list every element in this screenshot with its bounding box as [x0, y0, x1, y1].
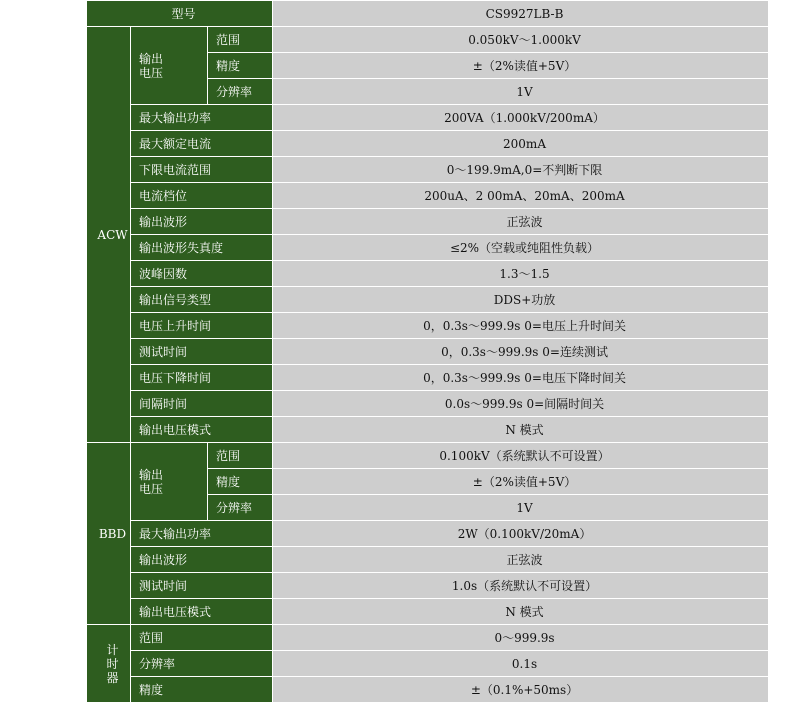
- row-value: 1V: [273, 495, 769, 521]
- table-row: [87, 27, 769, 53]
- row-label: 最大输出功率: [131, 105, 273, 131]
- row-value: 0，0.3s～999.9s 0=电压下降时间关: [273, 365, 769, 391]
- row-label: 输出波形: [131, 547, 273, 573]
- row-label: 间隔时间: [131, 391, 273, 417]
- category-bbd: BBD: [87, 443, 131, 625]
- row-label: 范围: [208, 27, 273, 53]
- row-label: 下限电流范围: [131, 157, 273, 183]
- timer-char-1: 计: [106, 642, 119, 657]
- row-value: N 模式: [273, 599, 769, 625]
- table-row: [87, 443, 769, 469]
- category-timer: [87, 625, 131, 703]
- table-row: [87, 1, 769, 27]
- table-row: [87, 599, 769, 625]
- table-row: [87, 235, 769, 261]
- bbd-voltage-group-line1: 输出: [139, 467, 164, 482]
- table-row: [87, 365, 769, 391]
- bbd-voltage-group-line2: 电压: [139, 481, 164, 496]
- row-label: 测试时间: [131, 573, 273, 599]
- row-label: 最大额定电流: [131, 131, 273, 157]
- category-acw: ACW: [87, 27, 131, 443]
- table-row: [87, 157, 769, 183]
- row-value: 200VA（1.000kV/200mA）: [273, 105, 769, 131]
- row-value: 0.0s～999.9s 0=间隔时间关: [273, 391, 769, 417]
- row-label: 输出波形: [131, 209, 273, 235]
- row-label: 波峰因数: [131, 261, 273, 287]
- row-value: 正弦波: [273, 209, 769, 235]
- table-row: [87, 105, 769, 131]
- table-row: [87, 131, 769, 157]
- row-label: 电压下降时间: [131, 365, 273, 391]
- table-row: [87, 547, 769, 573]
- row-value: ±（2%读值+5V）: [273, 53, 769, 79]
- table-row: [87, 651, 769, 677]
- row-value: 1.3～1.5: [273, 261, 769, 287]
- table-row: [87, 417, 769, 443]
- table-row: [87, 209, 769, 235]
- table-row: [87, 573, 769, 599]
- table-row: [87, 183, 769, 209]
- row-value: 0.100kV（系统默认不可设置）: [273, 443, 769, 469]
- spec-table: [86, 0, 769, 703]
- row-value: 2W（0.100kV/20mA）: [273, 521, 769, 547]
- table-row: [87, 339, 769, 365]
- row-value: 正弦波: [273, 547, 769, 573]
- table-row: [87, 625, 769, 651]
- row-value: ±（2%读值+5V）: [273, 469, 769, 495]
- row-value: 0.1s: [273, 651, 769, 677]
- row-value: 0，0.3s～999.9s 0=电压上升时间关: [273, 313, 769, 339]
- row-value: 200uA、2 00mA、20mA、200mA: [273, 183, 769, 209]
- table-row: [87, 287, 769, 313]
- table-row: [87, 521, 769, 547]
- header-value: CS9927LB-B: [273, 1, 769, 27]
- timer-char-3: 器: [106, 670, 119, 685]
- row-value: 0～199.9mA,0=不判断下限: [273, 157, 769, 183]
- row-label: 输出电压模式: [131, 417, 273, 443]
- row-value: 200mA: [273, 131, 769, 157]
- bbd-voltage-group: [131, 443, 208, 521]
- row-label: 测试时间: [131, 339, 273, 365]
- acw-voltage-group-line2: 电压: [139, 65, 164, 80]
- row-label: 最大输出功率: [131, 521, 273, 547]
- row-label: 电压上升时间: [131, 313, 273, 339]
- header-label: 型号: [87, 1, 273, 27]
- table-row: [87, 677, 769, 703]
- row-label: 分辨率: [208, 79, 273, 105]
- row-value: ±（0.1%+50ms）: [273, 677, 769, 703]
- row-label: 范围: [131, 625, 273, 651]
- acw-voltage-group-line1: 输出: [139, 51, 164, 66]
- row-value: N 模式: [273, 417, 769, 443]
- row-value: DDS+功放: [273, 287, 769, 313]
- row-label: 分辨率: [208, 495, 273, 521]
- acw-voltage-group: [131, 27, 208, 105]
- table-row: [87, 313, 769, 339]
- row-label: 精度: [208, 53, 273, 79]
- row-label: 输出信号类型: [131, 287, 273, 313]
- row-value: 1V: [273, 79, 769, 105]
- timer-char-2: 时: [106, 656, 119, 671]
- row-label: 输出波形失真度: [131, 235, 273, 261]
- row-label: 精度: [208, 469, 273, 495]
- row-value: 0，0.3s～999.9s 0=连续测试: [273, 339, 769, 365]
- table-row: [87, 261, 769, 287]
- row-value: 1.0s（系统默认不可设置）: [273, 573, 769, 599]
- table-row: [87, 391, 769, 417]
- row-label: 范围: [208, 443, 273, 469]
- row-label: 电流档位: [131, 183, 273, 209]
- row-label: 输出电压模式: [131, 599, 273, 625]
- row-value: 0～999.9s: [273, 625, 769, 651]
- row-value: 0.050kV～1.000kV: [273, 27, 769, 53]
- row-label: 分辨率: [131, 651, 273, 677]
- row-label: 精度: [131, 677, 273, 703]
- row-value: ≤2%（空载或纯阻性负载）: [273, 235, 769, 261]
